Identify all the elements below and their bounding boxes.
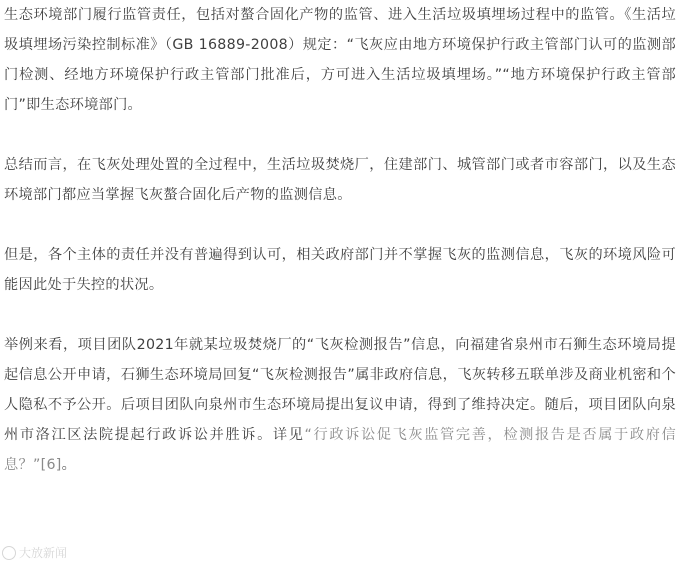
example-text: 举例来看，项目团队2021年就某垃圾焚烧厂的“飞灰检测报告”信息，向福建省泉州市石狮生态环境局提起信息公开申请，石狮生态环境局回复“飞灰检测报告”属非政府信息，飞灰转移五联单涉及商业机密和个人隐私不予公开。后项目团队向泉州市生态环境局提出复议申请，得到了维持决定。随后，项目团队向泉州市洛江区法院提起行政诉讼并胜诉。详见	[4, 337, 676, 443]
article-body	[4, 0, 676, 480]
example-period: 。	[61, 457, 77, 473]
watermark-text: 大放新闻	[19, 546, 68, 560]
watermark	[2, 544, 67, 561]
paragraph-summary: 总结而言，在飞灰处理处置的全过程中，生活垃圾焚烧厂，住建部门、城管部门或者市容部门，以及生态环境部门都应当掌握飞灰螯合固化后产物的监测信息。	[4, 157, 676, 203]
paragraph-risk: 但是，各个主体的责任并没有普遍得到认可，相关政府部门并不掌握飞灰的监测信息，飞灰的环境风险可能因此处于失控的状况。	[4, 247, 676, 293]
watermark-logo-icon	[2, 546, 16, 560]
paragraph-regulatory-duty: 生态环境部门履行监管责任，包括对螯合固化产物的监管、进入生活垃圾填埋场过程中的监管。《生活垃圾填埋场污染控制标准》（GB 16889-2008）规定：“飞灰应由地方环境保护行政主管部门认可的监测部门检测、经地方环境保护行政主管部门批准后，方可进入生活垃圾填埋场。”“地方环境保护行政主管部门”即生态环境部门。	[4, 7, 676, 113]
reference-marker[interactable]: [6]	[40, 457, 62, 473]
paragraph-example	[4, 330, 676, 480]
article-link[interactable]: “行政诉讼促飞灰监管完善，检测报告是否属于政府信息？”	[4, 427, 677, 473]
